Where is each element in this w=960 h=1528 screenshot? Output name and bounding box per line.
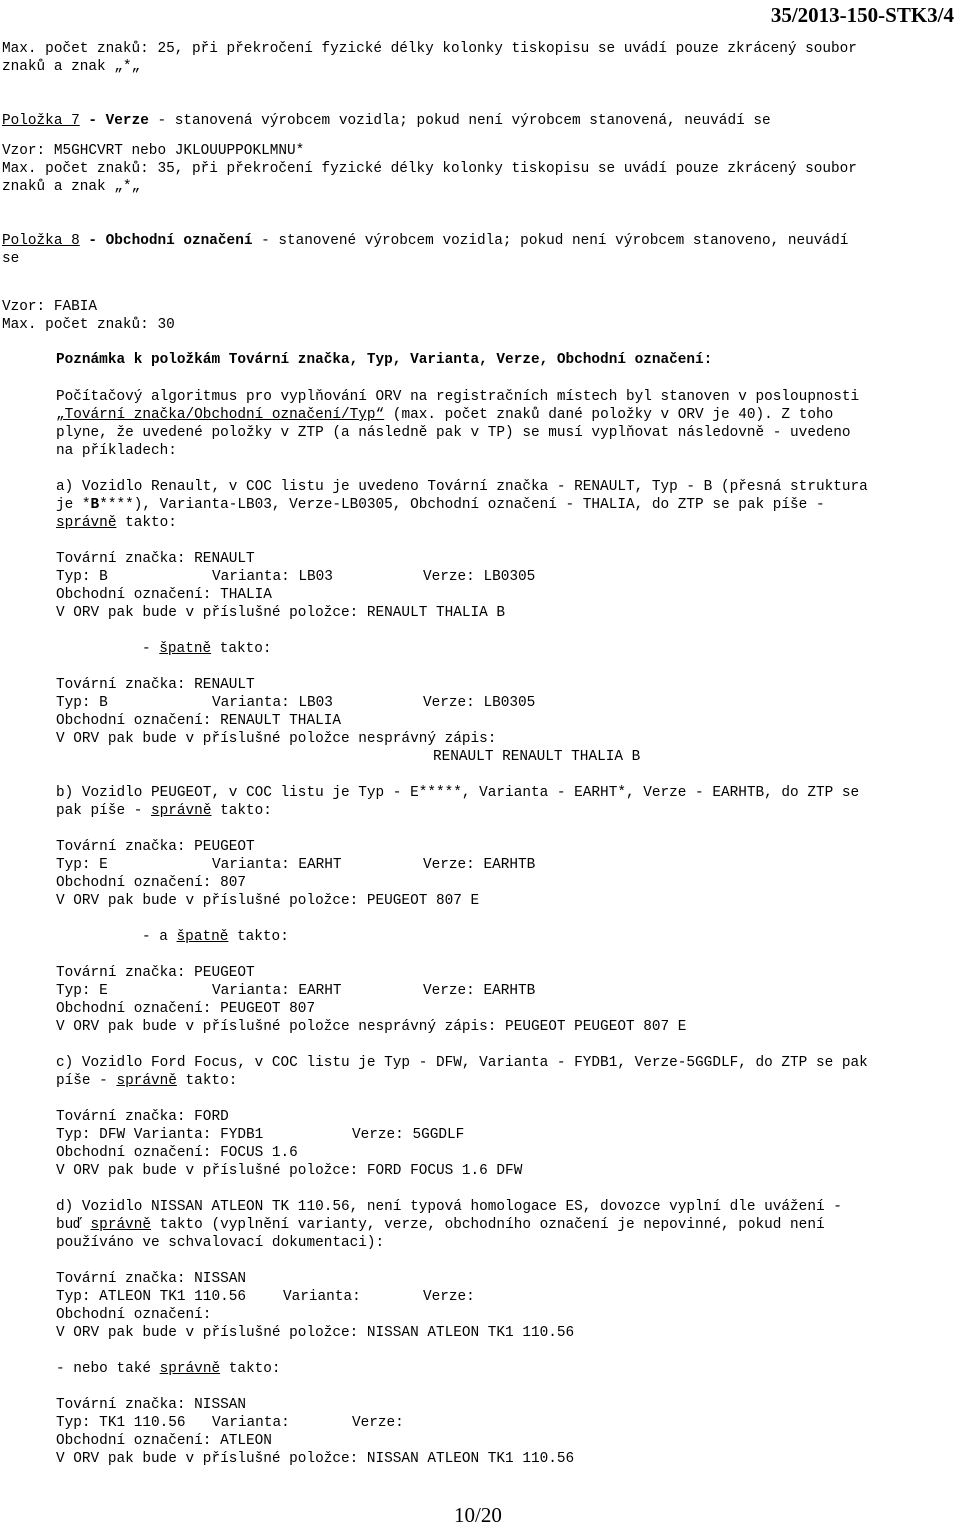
example-a-wrong-version: Verze: LB0305 xyxy=(423,695,536,711)
example-c-orv: V ORV pak bude v příslušné položce: FORD FOCUS 1.6 DFW xyxy=(56,1163,523,1179)
example-b-wrong-make: Tovární značka: PEUGEOT xyxy=(56,965,255,981)
example-a-type: Typ: B xyxy=(56,569,108,585)
example-b-wrong-trade-name: Obchodní označení: PEUGEOT 807 xyxy=(56,1001,316,1017)
note-title: Poznámka k položkám Tovární značka, Typ, Varianta, Verze, Obchodní označení: xyxy=(56,352,713,368)
page-number: 10/20 xyxy=(454,1503,502,1527)
item-8-desc-2: se xyxy=(2,251,20,267)
note-paragraph-2-rest: (max. počet znaků dané položky v ORV je 40). Z toho xyxy=(384,407,834,423)
correct-word: správně xyxy=(90,1217,151,1233)
example-d-intro-3: používáno ve schvalovací dokumentaci): xyxy=(56,1235,385,1251)
example-a-wrong-type: Typ: B xyxy=(56,695,108,711)
item-8-dash: - xyxy=(79,233,106,249)
note-paragraph-2 xyxy=(56,406,833,424)
algorithm-sequence: „Tovární značka/Obchodní označení/Typ“ xyxy=(56,407,385,423)
example-a-intro-2 xyxy=(56,496,825,514)
correct-word: správně xyxy=(56,515,117,531)
item-7-label: Položka 7 xyxy=(2,113,80,129)
example-c-version: Verze: 5GGDLF xyxy=(352,1127,465,1143)
example-b-variant: Varianta: EARHT xyxy=(212,857,342,873)
example-a-intro-2a: je * xyxy=(56,497,91,513)
item-7-max-2: znaků a znak „*„ xyxy=(2,179,141,195)
example-d-intro-2b: takto (vyplnění varianty, verze, obchodního označení je nepovinné, pokud není xyxy=(151,1217,825,1233)
note-paragraph-4: na příkladech: xyxy=(56,443,177,459)
example-d-alt-version: Verze: xyxy=(352,1415,404,1431)
example-c-type: Typ: DFW Varianta: FYDB1 xyxy=(56,1127,264,1143)
wrong-word: špatně xyxy=(159,641,212,657)
alt-rest: takto: xyxy=(220,1361,281,1377)
example-a-intro: a) Vozidlo Renault, v COC listu je uvedeno Tovární značka - RENAULT, Typ - B (přesná struktura xyxy=(56,479,868,495)
item-8-heading xyxy=(2,232,848,250)
correct-word: správně xyxy=(159,1361,221,1377)
example-d-type: Typ: ATLEON TK1 110.56 xyxy=(56,1289,246,1305)
example-d-intro: d) Vozidlo NISSAN ATLEON TK 110.56, není typová homologace ES, dovozce vyplní dle uvážení - xyxy=(56,1199,842,1215)
correct-rest: takto: xyxy=(176,1073,238,1089)
item-7-name: Verze xyxy=(105,113,149,129)
example-b-intro-2 xyxy=(56,802,272,820)
item-7-example: Vzor: M5GHCVRT nebo JKLOUUPPOKLMNU* xyxy=(2,143,305,159)
example-a-wrong-orv: V ORV pak bude v příslušné položce nesprávný zápis: xyxy=(56,731,497,747)
item-7-heading xyxy=(2,112,771,130)
example-a-wrong-label xyxy=(142,640,272,658)
wrong-word: špatně xyxy=(176,929,229,945)
example-c-intro-2 xyxy=(56,1072,237,1090)
example-b-type: Typ: E xyxy=(56,857,108,873)
wrong-rest: takto: xyxy=(228,929,289,945)
example-a-correct-label xyxy=(56,514,177,532)
example-a-trade-name: Obchodní označení: THALIA xyxy=(56,587,272,603)
example-c-trade-name: Obchodní označení: FOCUS 1.6 xyxy=(56,1145,298,1161)
example-b-wrong-type: Typ: E xyxy=(56,983,108,999)
example-a-orv: V ORV pak bude v příslušné položce: RENAULT THALIA B xyxy=(56,605,506,621)
item-8-max: Max. počet znaků: 30 xyxy=(2,317,175,333)
example-a-wrong-orv-value: RENAULT RENAULT THALIA B xyxy=(433,749,641,765)
example-b-wrong-label xyxy=(142,928,289,946)
example-d-alt-orv: V ORV pak bude v příslušné položce: NISSAN ATLEON TK1 110.56 xyxy=(56,1451,575,1467)
example-d-variant: Varianta: xyxy=(283,1289,361,1305)
example-a-version: Verze: LB0305 xyxy=(423,569,536,585)
correct-rest: takto: xyxy=(211,803,272,819)
alt-pre: - nebo také xyxy=(56,1361,160,1377)
item-7-dash: - xyxy=(79,113,106,129)
max-chars-line-2: znaků a znak „*„ xyxy=(2,59,141,75)
document-id: 35/2013-150-STK3/4 xyxy=(770,3,954,27)
example-a-intro-2c: ****), Varianta-LB03, Verze-LB0305, Obchodní označení - THALIA, do ZTP se pak píše - xyxy=(99,497,825,513)
example-a-type-letter: B xyxy=(90,497,100,513)
example-d-alt-trade-name: Obchodní označení: ATLEON xyxy=(56,1433,272,1449)
item-8-label: Položka 8 xyxy=(2,233,80,249)
item-8-desc: - stanovené výrobcem vozidla; pokud není výrobcem stanoveno, neuvádí xyxy=(252,233,849,249)
example-a-wrong-trade-name: Obchodní označení: RENAULT THALIA xyxy=(56,713,341,729)
example-a-wrong-variant: Varianta: LB03 xyxy=(212,695,333,711)
item-8-name: Obchodní označení xyxy=(105,233,253,249)
example-d-make: Tovární značka: NISSAN xyxy=(56,1271,246,1287)
example-c-intro-2-text: píše - xyxy=(56,1073,117,1089)
example-b-wrong-version: Verze: EARHTB xyxy=(423,983,536,999)
item-7-max: Max. počet znaků: 35, při překročení fyzické délky kolonky tiskopisu se uvádí pouze zkrácený soubor xyxy=(2,161,857,177)
example-b-trade-name: Obchodní označení: 807 xyxy=(56,875,246,891)
correct-word: správně xyxy=(151,803,212,819)
example-a-make: Tovární značka: RENAULT xyxy=(56,551,255,567)
correct-word: správně xyxy=(116,1073,177,1089)
example-a-variant: Varianta: LB03 xyxy=(212,569,333,585)
note-paragraph-3: plyne, že uvedené položky v ZTP (a následně pak v TP) se musí vyplňovat následovně - uvedeno xyxy=(56,425,851,441)
example-b-make: Tovární značka: PEUGEOT xyxy=(56,839,255,855)
example-b-version: Verze: EARHTB xyxy=(423,857,536,873)
example-d-alt-label xyxy=(56,1360,281,1378)
example-b-wrong-orv: V ORV pak bude v příslušné položce nesprávný zápis: PEUGEOT PEUGEOT 807 E xyxy=(56,1019,687,1035)
example-d-version: Verze: xyxy=(423,1289,475,1305)
wrong-rest: takto: xyxy=(211,641,272,657)
example-b-intro: b) Vozidlo PEUGEOT, v COC listu je Typ - E*****, Varianta - EARHT*, Verze - EARHTB, do ZTP se xyxy=(56,785,860,801)
example-a-wrong-make: Tovární značka: RENAULT xyxy=(56,677,255,693)
example-b-wrong-variant: Varianta: EARHT xyxy=(212,983,342,999)
example-d-alt-variant: Varianta: xyxy=(212,1415,290,1431)
example-d-orv: V ORV pak bude v příslušné položce: NISSAN ATLEON TK1 110.56 xyxy=(56,1325,575,1341)
example-b-intro-2-text: pak píše - xyxy=(56,803,151,819)
example-c-intro: c) Vozidlo Ford Focus, v COC listu je Typ - DFW, Varianta - FYDB1, Verze-5GGDLF, do ZTP se pak xyxy=(56,1055,868,1071)
example-d-alt-make: Tovární značka: NISSAN xyxy=(56,1397,246,1413)
example-d-trade-name: Obchodní označení: xyxy=(56,1307,212,1323)
example-b-orv: V ORV pak bude v příslušné položce: PEUGEOT 807 E xyxy=(56,893,480,909)
example-d-intro-2a: buď xyxy=(56,1217,91,1233)
max-chars-line: Max. počet znaků: 25, při překročení fyzické délky kolonky tiskopisu se uvádí pouze zkrácený soubor xyxy=(2,41,857,57)
example-d-intro-2 xyxy=(56,1216,825,1234)
note-paragraph-1: Počítačový algoritmus pro vyplňování ORV na registračních místech byl stanoven v posloupnosti xyxy=(56,389,860,405)
item-8-example: Vzor: FABIA xyxy=(2,299,97,315)
example-d-alt-type: Typ: TK1 110.56 xyxy=(56,1415,186,1431)
example-c-make: Tovární značka: FORD xyxy=(56,1109,229,1125)
wrong-pre: - a xyxy=(142,929,177,945)
wrong-pre: - xyxy=(142,641,160,657)
correct-rest: takto: xyxy=(116,515,177,531)
item-7-desc: - stanovená výrobcem vozidla; pokud není výrobcem stanovená, neuvádí se xyxy=(148,113,771,129)
